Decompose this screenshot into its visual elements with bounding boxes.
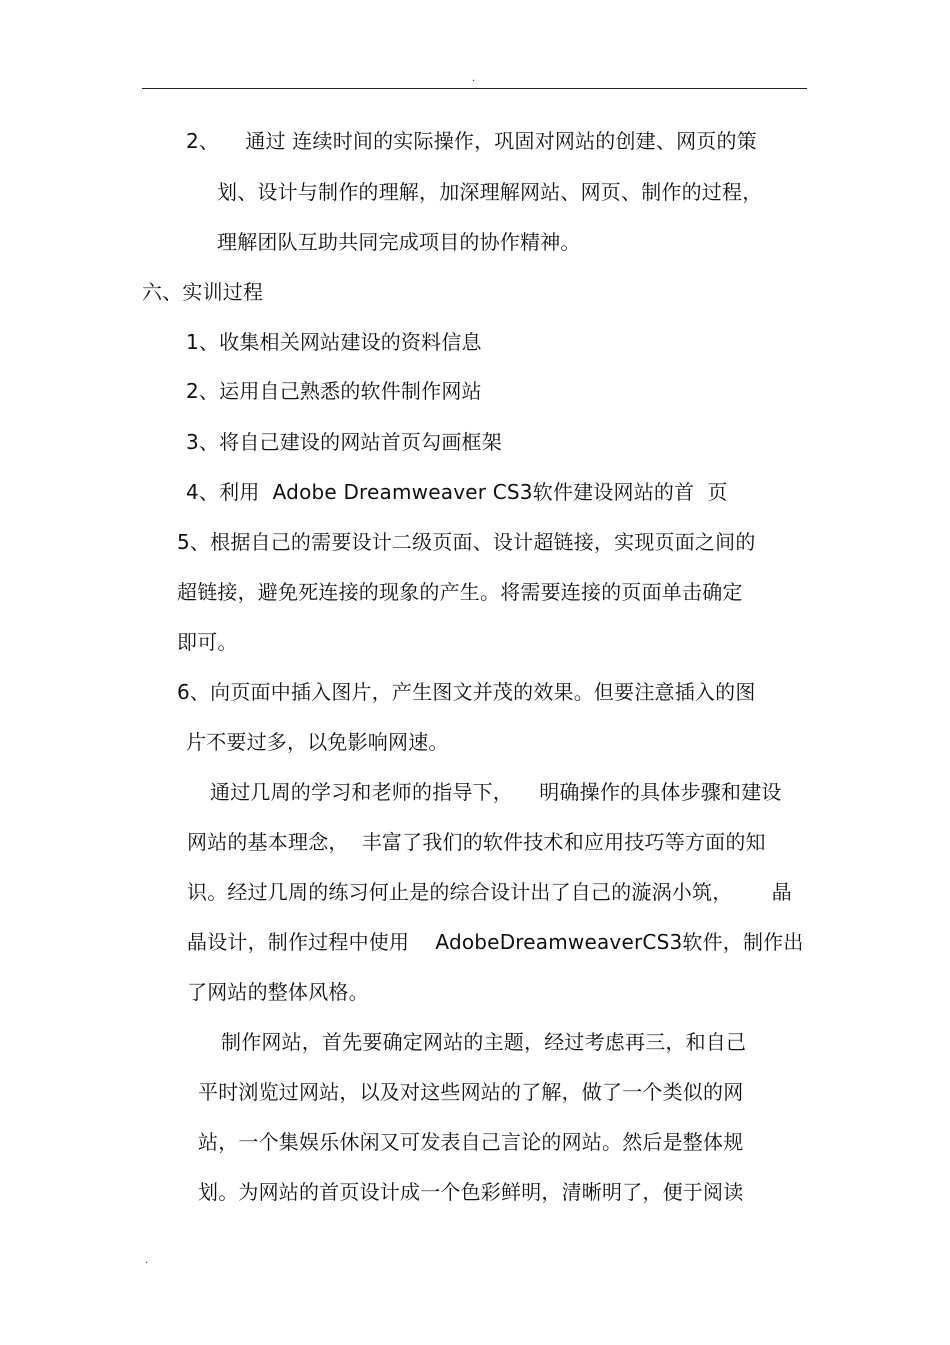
paragraph-2-line-4: 划。为网站的首页设计成一个色彩鲜明，清晰明了，便于阅读	[198, 1180, 744, 1204]
paragraph-1-line-5: 了网站的整体风格。	[187, 980, 369, 1004]
goal-2-line-2: 划、设计与制作的理解，加深理解网站、网页、制作的过程，	[217, 180, 763, 204]
section-heading: 六、实训过程	[142, 280, 264, 304]
paragraph-2-line-3: 站，一个集娱乐休闲又可发表自己言论的网站。然后是整体规	[198, 1130, 744, 1154]
paragraph-1-line-3: 识。经过几周的练习何止是的综合设计出了自己的漩涡小筑， 晶	[187, 880, 792, 904]
step-3: 3、将自己建设的网站首页勾画框架	[186, 430, 502, 454]
step-5-line-2: 超链接，避免死连接的现象的产生。将需要连接的页面单击确定	[177, 580, 743, 604]
header-mark: .	[472, 73, 476, 84]
paragraph-1-line-2: 网站的基本理念， 丰富了我们的软件技术和应用技巧等方面的知	[187, 830, 766, 854]
goal-2-line-1: 2、 通过 连续时间的实际操作，巩固对网站的创建、网页的策	[186, 129, 757, 153]
step-1: 1、收集相关网站建设的资料信息	[186, 330, 482, 354]
step-2: 2、运用自己熟悉的软件制作网站	[186, 379, 482, 403]
paragraph-2-line-1: 制作网站，首先要确定网站的主题，经过考虑再三，和自己	[221, 1030, 747, 1054]
step-5-line-1: 5、根据自己的需要设计二级页面、设计超链接，实现页面之间的	[177, 530, 756, 554]
step-5-line-3: 即可。	[177, 630, 238, 654]
step-4: 4、利用 Adobe Dreamweaver CS3软件建设网站的首 页	[186, 480, 728, 504]
paragraph-1-line-4: 晶设计，制作过程中使用 AdobeDreamweaverCS3软件，制作出	[187, 930, 804, 954]
goal-2-line-3: 理解团队互助共同完成项目的协作精神。	[217, 230, 581, 254]
paragraph-1-line-1: 通过几周的学习和老师的指导下， 明确操作的具体步骤和建设	[210, 780, 782, 804]
step-6-line-2: 片不要过多，以免影响网速。	[186, 730, 449, 754]
step-6-line-1: 6、向页面中插入图片，产生图文并茂的效果。但要注意插入的图	[177, 680, 756, 704]
paragraph-2-line-2: 平时浏览过网站，以及对这些网站的了解，做了一个类似的网	[198, 1080, 744, 1104]
header-rule	[142, 88, 807, 89]
footer-mark: .	[145, 1255, 149, 1266]
